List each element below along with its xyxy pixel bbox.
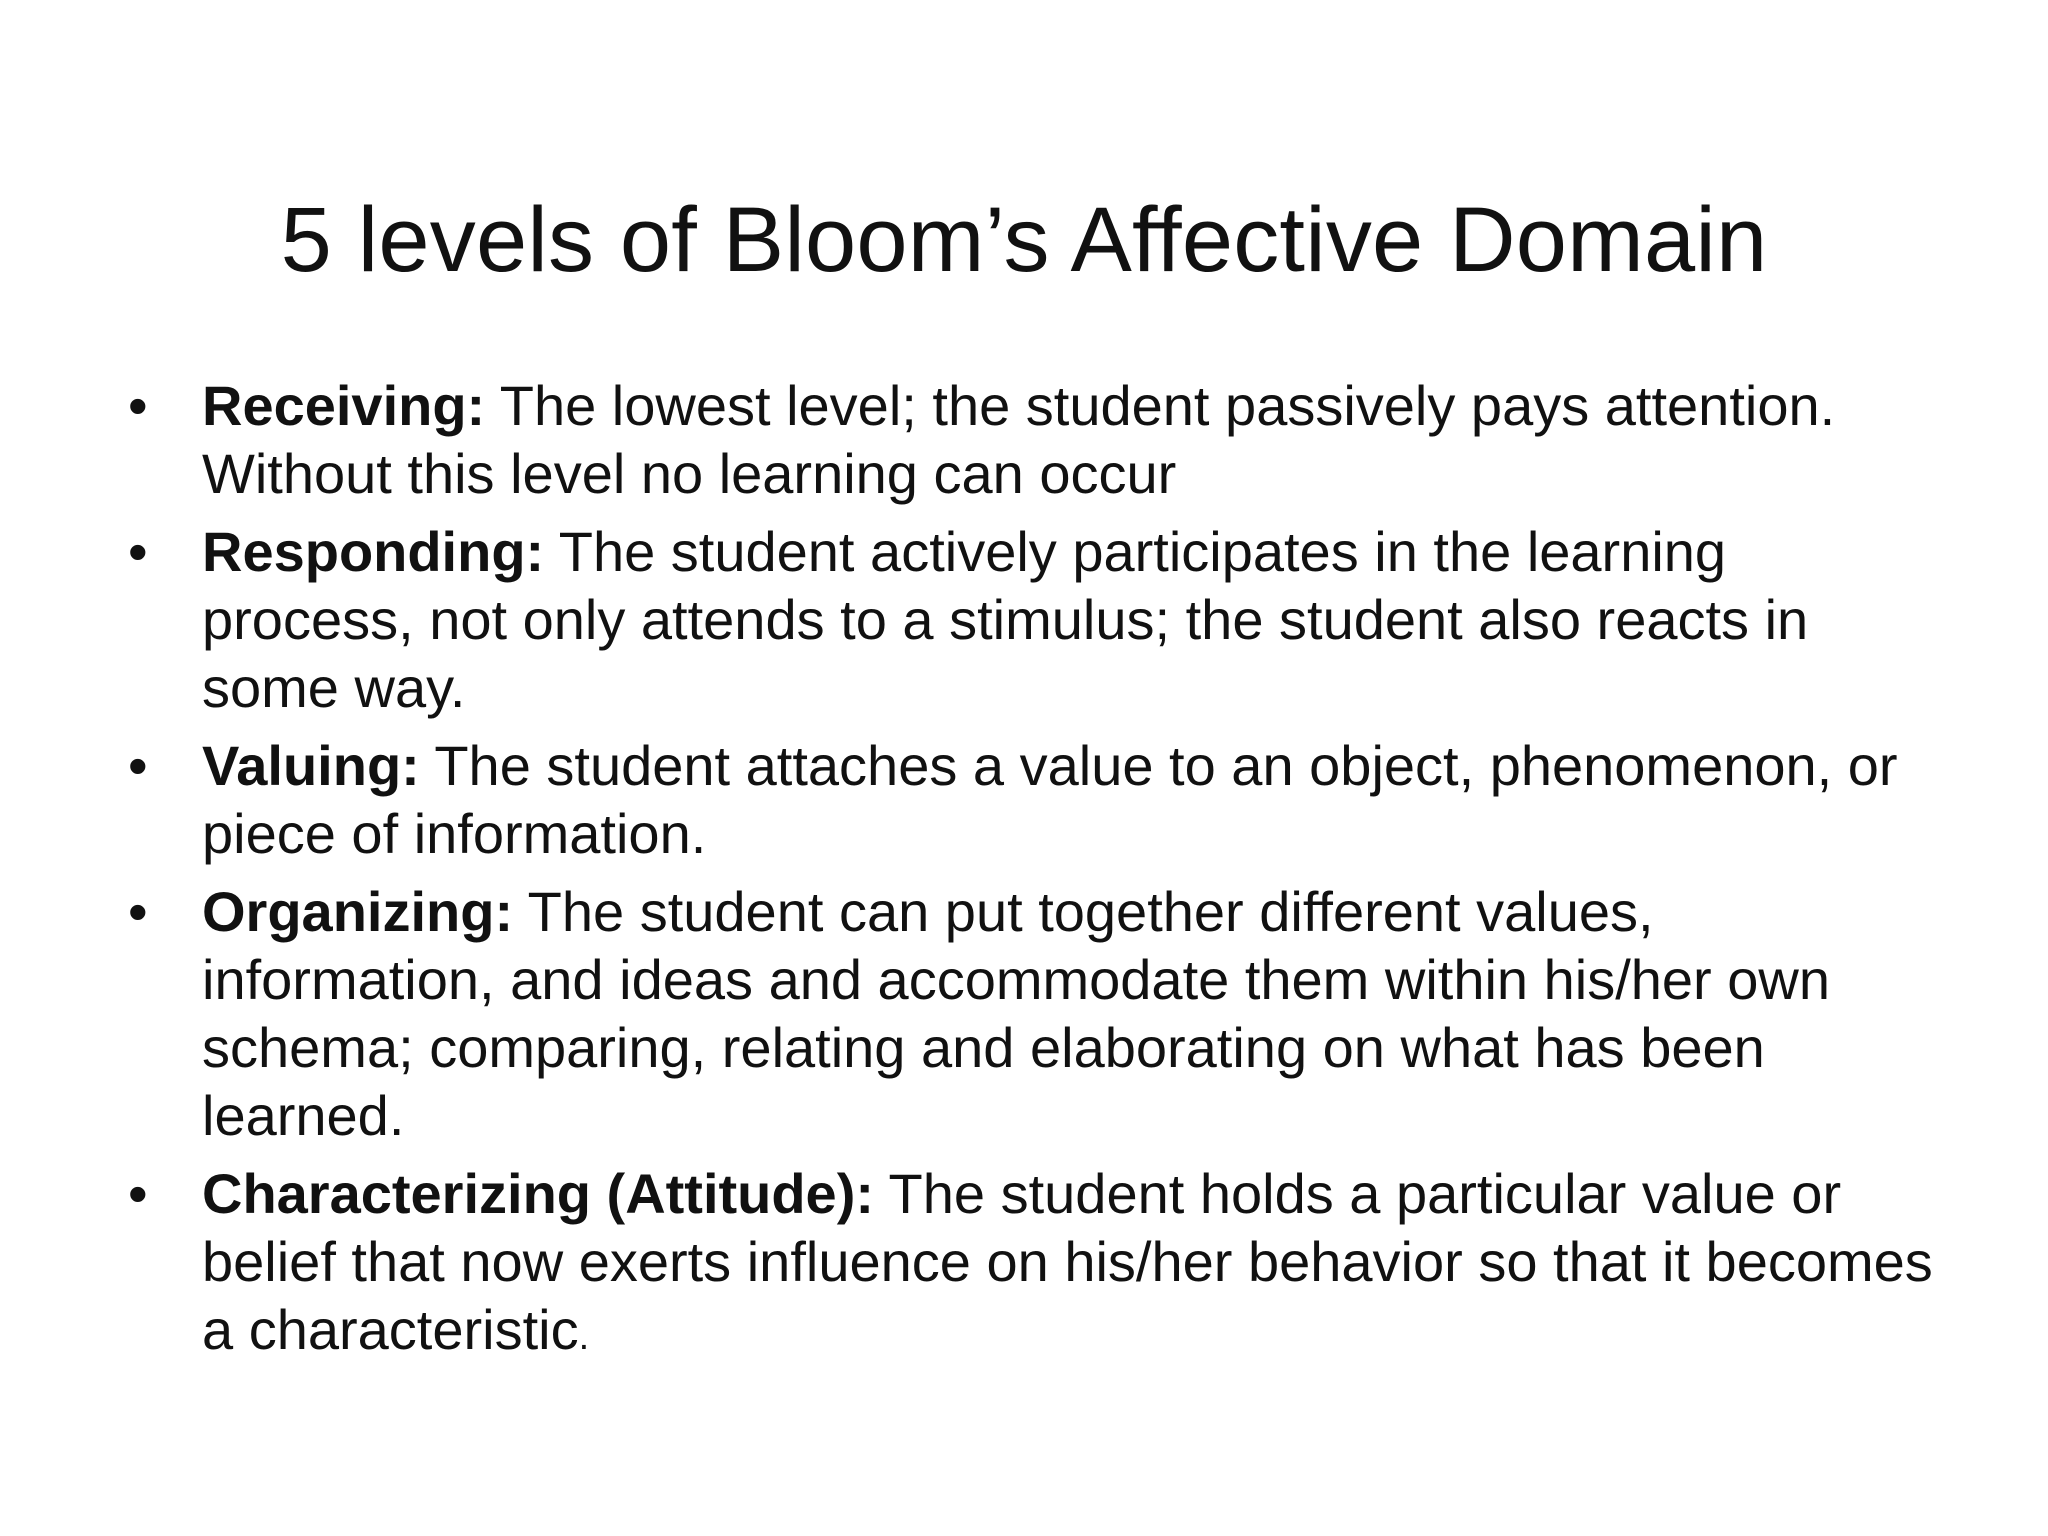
bullet-icon: • [128, 374, 148, 437]
bullet-text: The student can put together different values, information, and ideas and accommodate them within his/her own schema; comparing, relating and elaborating on what has been learned. [202, 880, 1830, 1147]
bullet-term: Characterizing (Attitude): [202, 1162, 874, 1225]
bullet-text: The lowest level; the student passively pays attention. Without this level no learning can occur [202, 374, 1836, 505]
bullet-list [112, 372, 1942, 1381]
bullet-term: Receiving: [202, 374, 486, 437]
bullet-term: Organizing: [202, 880, 514, 943]
bullet-text: The student attaches a value to an object, phenomenon, or piece of information. [202, 734, 1898, 865]
bullet-tail: . [578, 1316, 590, 1358]
bullet-icon: • [128, 734, 148, 797]
bullet-term: Responding: [202, 520, 545, 583]
bullet-icon: • [128, 1162, 148, 1225]
bullet-term: Valuing: [202, 734, 420, 797]
bullet-receiving [112, 372, 1942, 508]
slide-title: 5 levels of Bloom’s Affective Domain [280, 188, 1768, 291]
bullet-responding [112, 518, 1942, 722]
bullet-icon: • [128, 520, 148, 583]
bullet-characterizing [112, 1160, 1942, 1371]
bullet-text: The student holds a particular value or belief that now exerts influence on his/her behavior so that it becomes a characteristic [202, 1162, 1933, 1361]
bullet-valuing [112, 732, 1942, 868]
bullet-icon: • [128, 880, 148, 943]
bullet-organizing [112, 878, 1942, 1150]
bullet-text: The student actively participates in the learning process, not only attends to a stimulus; the student also reacts in some way. [202, 520, 1809, 719]
